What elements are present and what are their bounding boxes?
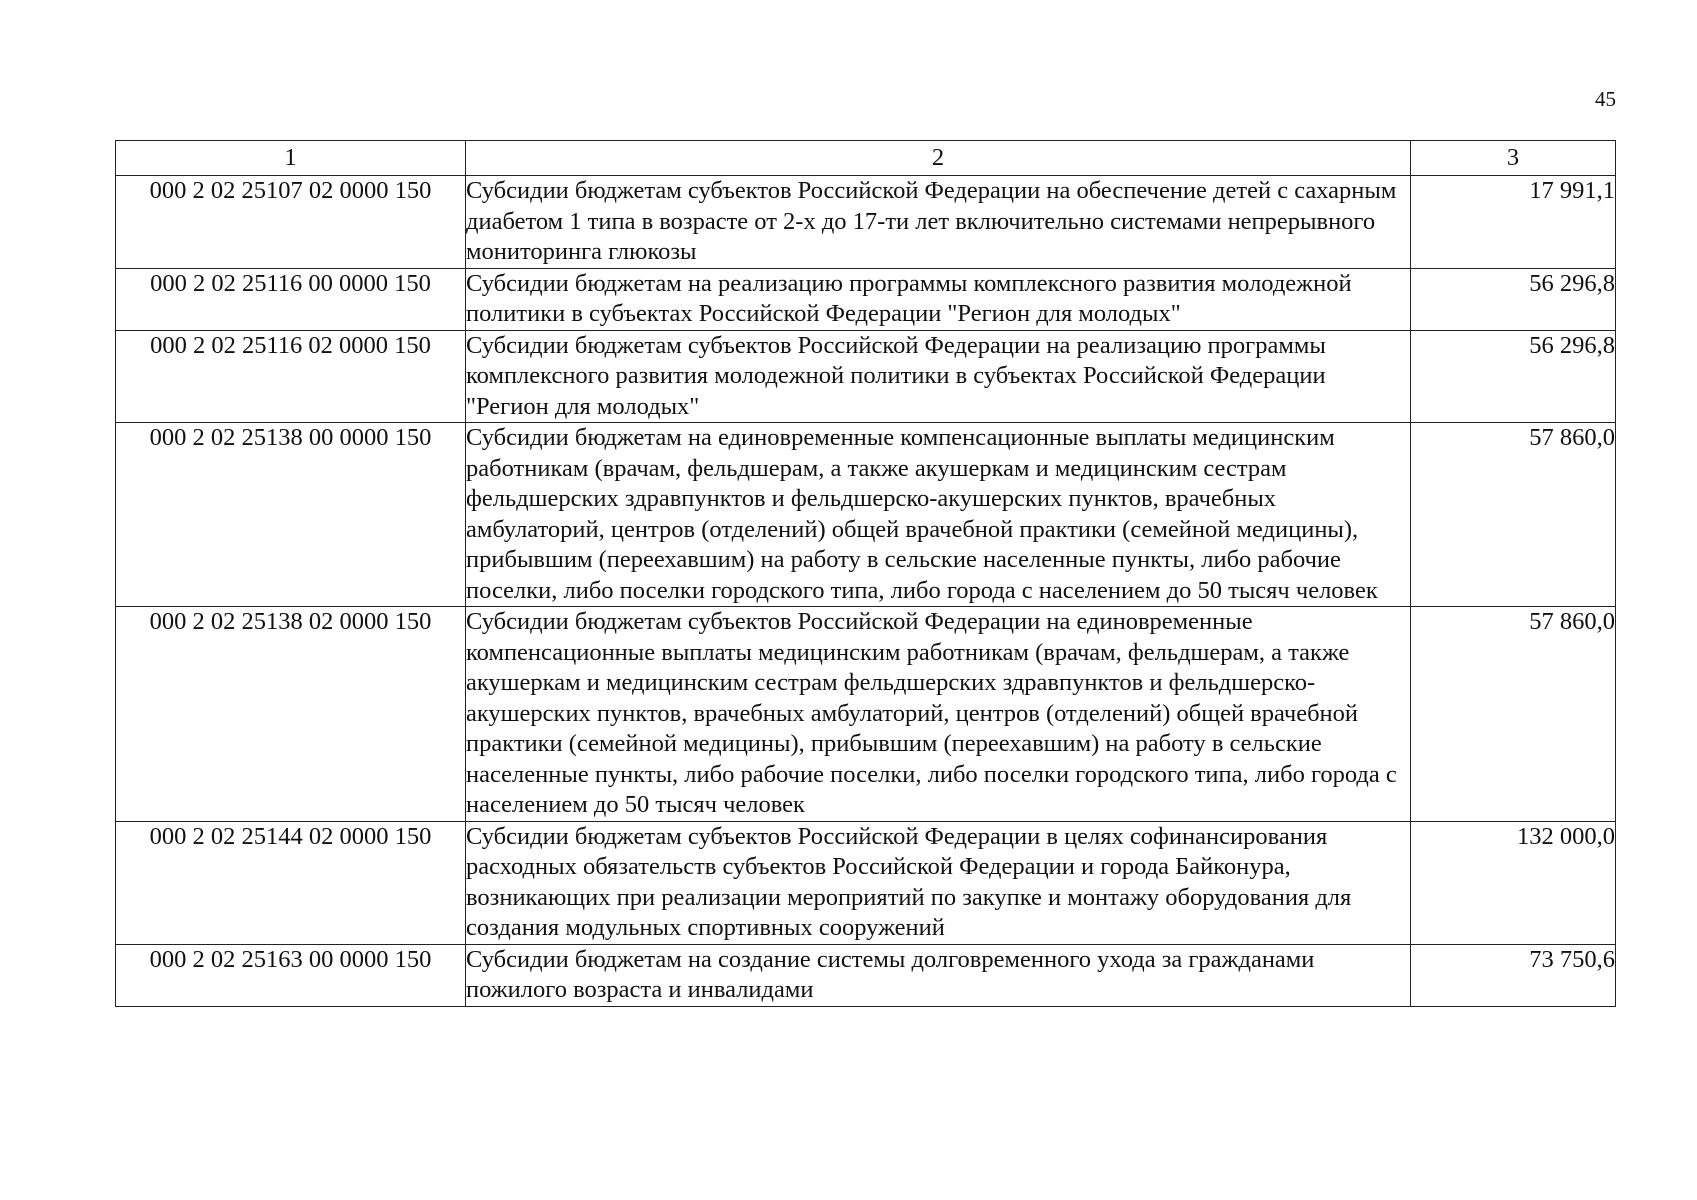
table-row <box>116 423 1616 607</box>
income-description: Субсидии бюджетам субъектов Российской Федерации в целях софинансирования расходных обязательств субъектов Российской Федерации и города Байконура, возникающих при реализации мероприятий по закупке и монтажу оборудования для создания модульных спортивных сооружений <box>466 821 1411 944</box>
amount-value: 56 296,8 <box>1411 268 1616 330</box>
table-row <box>116 821 1616 944</box>
budget-code: 000 2 02 25107 02 0000 150 <box>116 176 466 269</box>
table-row <box>116 607 1616 822</box>
column-header-3: 3 <box>1411 141 1616 176</box>
budget-code: 000 2 02 25138 02 0000 150 <box>116 607 466 822</box>
amount-value: 17 991,1 <box>1411 176 1616 269</box>
column-header-1: 1 <box>116 141 466 176</box>
page-number: 45 <box>1595 87 1616 111</box>
amount-value: 132 000,0 <box>1411 821 1616 944</box>
column-header-2: 2 <box>466 141 1411 176</box>
budget-code: 000 2 02 25138 00 0000 150 <box>116 423 466 607</box>
table-row <box>116 944 1616 1006</box>
amount-value: 57 860,0 <box>1411 607 1616 822</box>
amount-value: 56 296,8 <box>1411 330 1616 423</box>
income-description: Субсидии бюджетам субъектов Российской Федерации на реализацию программы комплексного развития молодежной политики в субъектах Российской Федерации "Регион для молодых" <box>466 330 1411 423</box>
income-description: Субсидии бюджетам субъектов Российской Федерации на единовременные компенсационные выплаты медицинским работникам (врачам, фельдшерам, а также акушеркам и медицинским сестрам фельдшерских здравпунктов и фельдшерско-акушерских пунктов, врачебных амбулаторий, центров (отделений) общей врачебной практики (семейной медицины), прибывшим (переехавшим) на работу в сельские населенные пункты, либо рабочие поселки, либо поселки городского типа, либо города с населением до 50 тысяч человек <box>466 607 1411 822</box>
budget-table <box>115 140 1616 1007</box>
table-row <box>116 330 1616 423</box>
table-row <box>116 176 1616 269</box>
table-row <box>116 268 1616 330</box>
income-description: Субсидии бюджетам на создание системы долговременного ухода за гражданами пожилого возраста и инвалидами <box>466 944 1411 1006</box>
amount-value: 73 750,6 <box>1411 944 1616 1006</box>
budget-code: 000 2 02 25144 02 0000 150 <box>116 821 466 944</box>
income-description: Субсидии бюджетам на единовременные компенсационные выплаты медицинским работникам (врачам, фельдшерам, а также акушеркам и медицинским сестрам фельдшерских здравпунктов и фельдшерско-акушерских пунктов, врачебных амбулаторий, центров (отделений) общей врачебной практики (семейной медицины), прибывшим (переехавшим) на работу в сельские населенные пункты, либо рабочие поселки, либо поселки городского типа, либо города с населением до 50 тысяч человек <box>466 423 1411 607</box>
budget-code: 000 2 02 25116 02 0000 150 <box>116 330 466 423</box>
budget-code: 000 2 02 25116 00 0000 150 <box>116 268 466 330</box>
budget-code: 000 2 02 25163 00 0000 150 <box>116 944 466 1006</box>
income-description: Субсидии бюджетам на реализацию программы комплексного развития молодежной политики в субъектах Российской Федерации "Регион для молодых" <box>466 268 1411 330</box>
income-description: Субсидии бюджетам субъектов Российской Федерации на обеспечение детей с сахарным диабетом 1 типа в возрасте от 2-х до 17-ти лет включительно системами непрерывного мониторинга глюкозы <box>466 176 1411 269</box>
amount-value: 57 860,0 <box>1411 423 1616 607</box>
table-header-row <box>116 141 1616 176</box>
